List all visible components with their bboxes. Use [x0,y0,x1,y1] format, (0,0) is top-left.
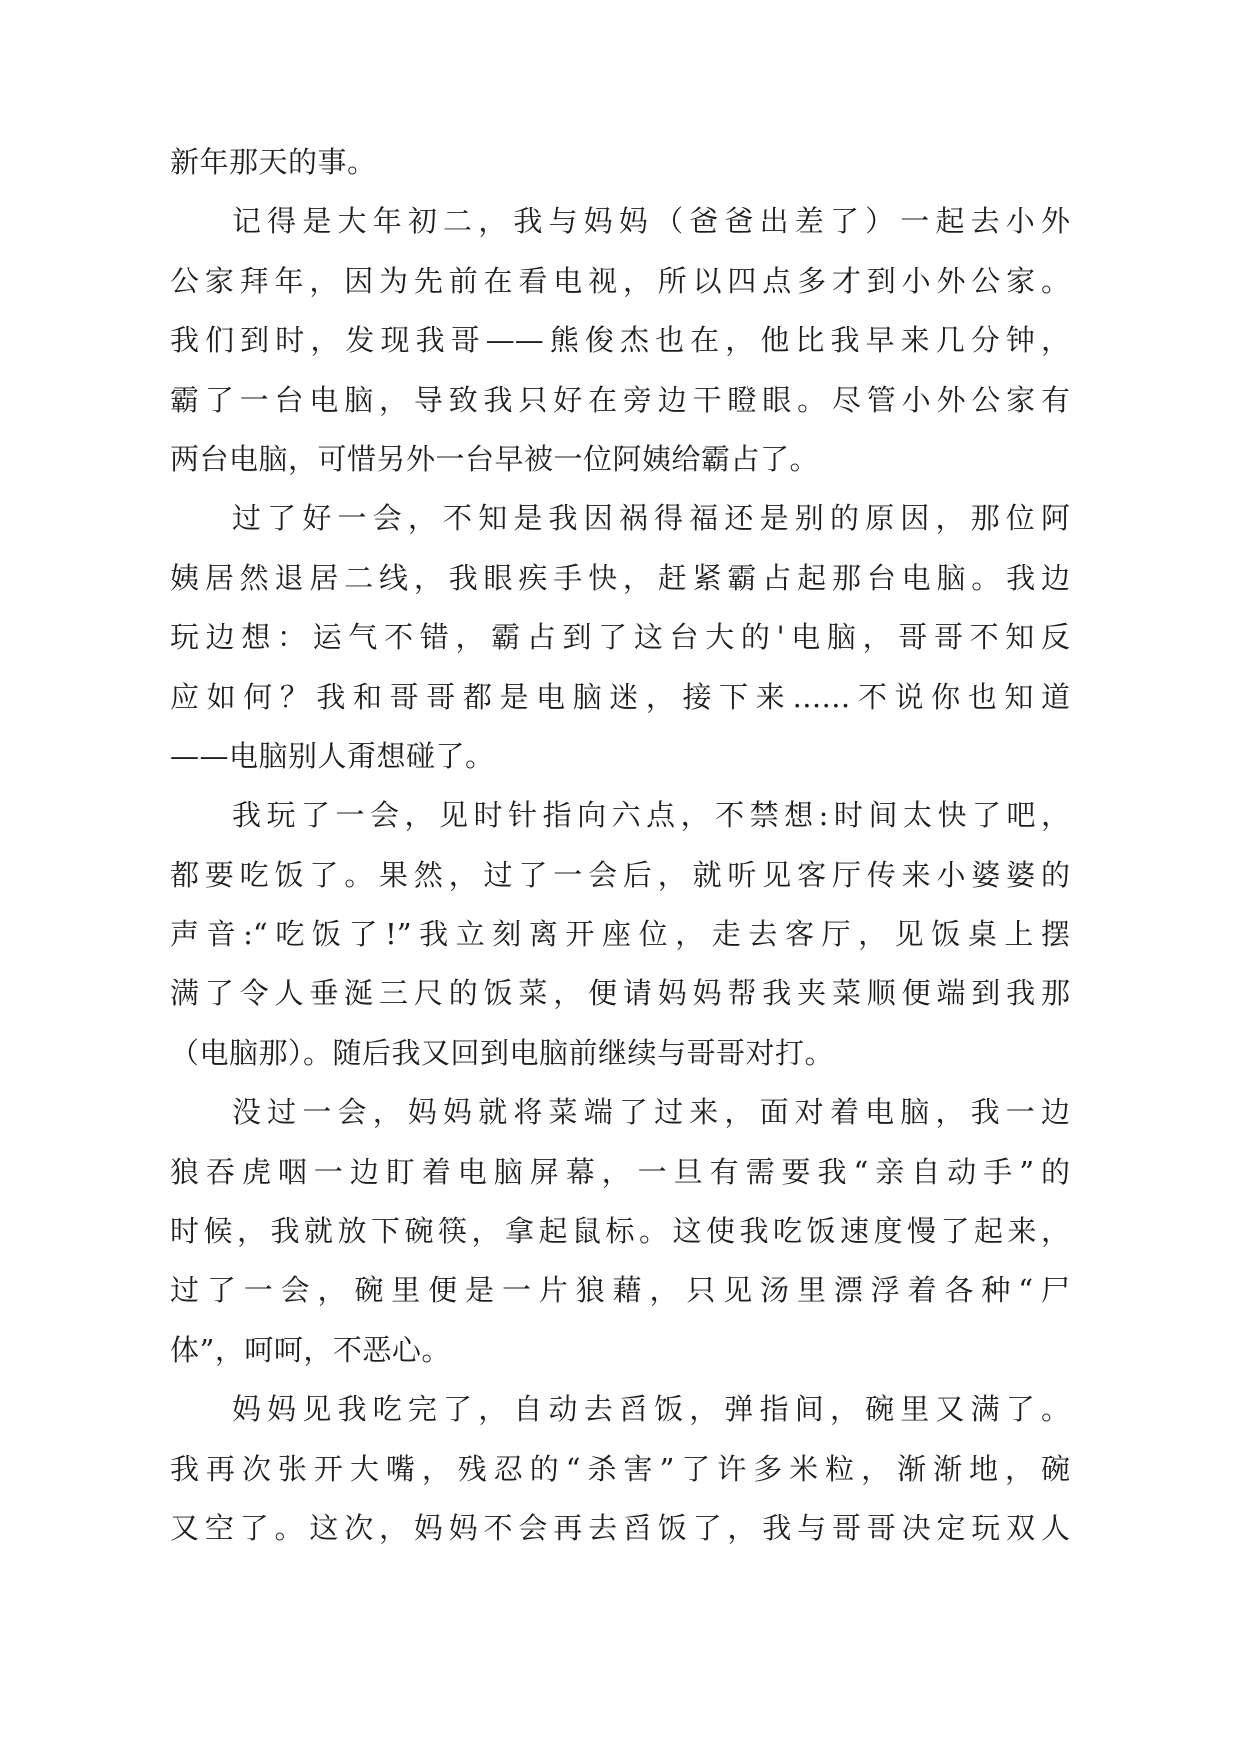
text-line: 妈妈见我吃完了，自动去舀饭，弹指间，碗里又满了。 [232,1392,1070,1427]
text-line: 新年那天的事。 [170,145,377,179]
text-line: ——电脑别人甭想碰了。 [170,738,495,773]
text-line: （电脑那）。随后我又回到电脑前继续与哥哥对打。 [170,1035,835,1070]
text-line: 狼吞虎咽一边盯着电脑屏幕，一旦有需要我“亲自动手”的 [170,1154,1070,1189]
paragraph [170,489,1070,786]
text-line: 又空了。这次，妈妈不会再去舀饭了，我与哥哥决定玩双人 [170,1510,1070,1545]
text-line: 体”，呵呵，不恶心。 [170,1332,451,1367]
text-line: 两台电脑，可惜另外一台早被一位阿姨给霸占了。 [170,441,820,476]
text-line: 应如何？我和哥哥都是电脑迷，接下来……不说你也知道 [170,679,1070,714]
text-line: 记得是大年初二，我与妈妈（爸爸出差了）一起去小外 [232,204,1070,239]
document-body [170,133,1070,1558]
text-line: 声音:“吃饭了!”我立刻离开座位，走去客厅，见饭桌上摆 [170,917,1070,952]
text-line: 霸了一台电脑，导致我只好在旁边干瞪眼。尽管小外公家有 [170,382,1070,417]
text-line: 时候，我就放下碗筷，拿起鼠标。这使我吃饭速度慢了起来， [170,1214,1070,1249]
text-line: 我玩了一会，见时针指向六点，不禁想:时间太快了吧， [232,798,1070,833]
paragraph [170,192,1070,489]
text-line: 公家拜年，因为先前在看电视，所以四点多才到小外公家。 [170,263,1070,298]
paragraph [170,133,1070,192]
paragraph [170,786,1070,1083]
text-line: 我再次张开大嘴，残忍的“杀害”了许多米粒，渐渐地，碗 [170,1451,1070,1486]
text-line: 过了好一会，不知是我因祸得福还是别的原因，那位阿 [232,501,1070,536]
text-line: 玩边想：运气不错，霸占到了这台大的'电脑，哥哥不知反 [170,620,1070,655]
text-line: 姨居然退居二线，我眼疾手快，赶紧霸占起那台电脑。我边 [170,560,1070,595]
text-line: 我们到时，发现我哥——熊俊杰也在，他比我早来几分钟， [170,323,1070,358]
text-line: 满了令人垂涎三尺的饭菜，便请妈妈帮我夹菜顺便端到我那 [170,976,1070,1011]
text-line: 都要吃饭了。果然，过了一会后，就听见客厅传来小婆婆的 [170,857,1070,892]
paragraph [170,1380,1070,1558]
paragraph [170,1083,1070,1380]
text-line: 没过一会，妈妈就将菜端了过来，面对着电脑，我一边 [232,1095,1070,1130]
text-line: 过了一会，碗里便是一片狼藉，只见汤里漂浮着各种“尸 [170,1273,1070,1308]
